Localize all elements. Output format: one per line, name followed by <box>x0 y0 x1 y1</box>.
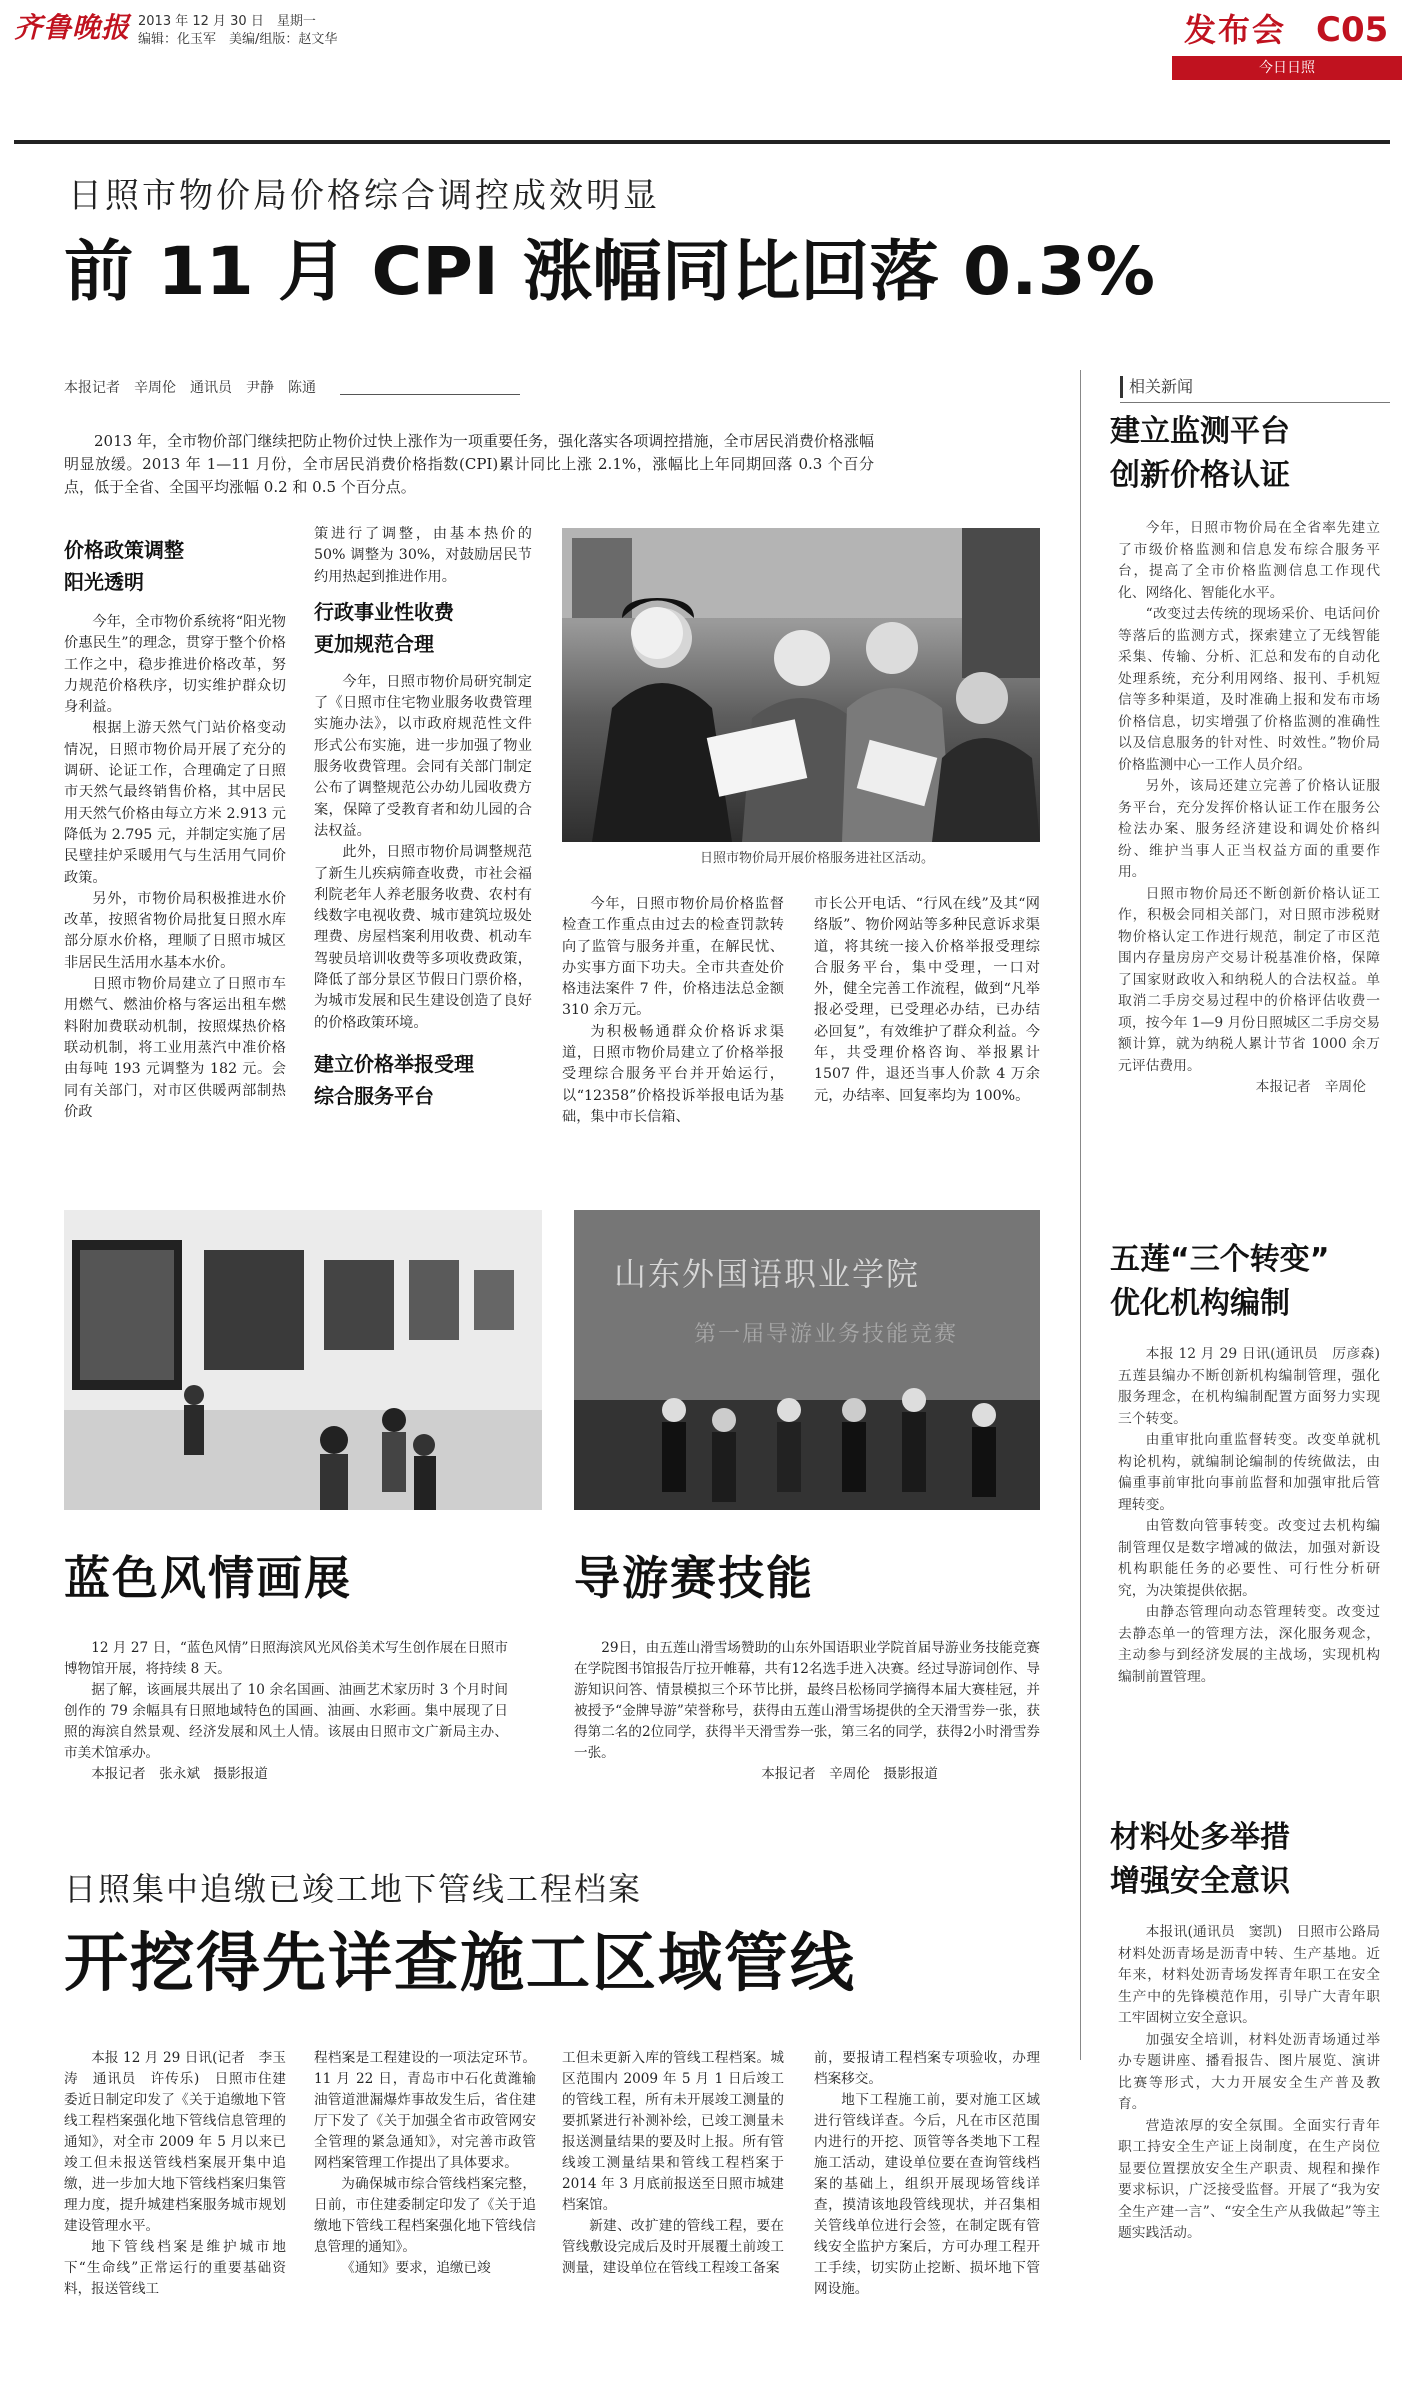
subhead-complaint-platform: 建立价格举报受理 <box>314 1051 474 1076</box>
paragraph: 营造浓厚的安全氛围。全面实行青年职工持安全生产证上岗制度，在生产岗位显要位置摆放安全生产职责、规程和操作要求标识，广泛接受监督。开展了“我为安全生产建一言”、“安全生产从我做起”等主题实践活动。 <box>1118 2117 1380 2241</box>
sidebar-label-rule <box>1120 402 1390 403</box>
subhead-admin-fees-2: 更加规范合理 <box>314 631 434 656</box>
article1-col3 <box>562 894 784 1128</box>
masthead-rule <box>14 140 1390 144</box>
sidebar-story1 <box>1110 410 1380 1099</box>
feature-right-body <box>574 1638 1040 1785</box>
community-service-photo <box>562 528 1040 842</box>
guide-contest-photo <box>574 1210 1040 1510</box>
feature-left-body <box>64 1638 508 1785</box>
story2-body <box>1110 1344 1394 1688</box>
paragraph-continued: 策进行了调整，由基本热价的 50% 调整为 30%，对鼓励居民节约用热起到推进作用。 <box>314 526 532 585</box>
feature-left-headline: 蓝色风情画展 <box>64 1551 352 1605</box>
painting-exhibit-photo <box>64 1210 542 1510</box>
paragraph: 今年，日照市物价局在全省率先建立了市级价格监测和信息发布综合服务平台，提高了全市价格监测信息工作现代化、网络化、智能化水平。 <box>1118 520 1380 601</box>
article1-byline: 本报记者 辛周伦 通讯员 尹静 陈通 <box>64 380 316 396</box>
paragraph: 12 月 27 日，“蓝色风情”日照海滨风光风俗美术写生创作展在日照市博物馆开展，将持续 8 天。 <box>64 1640 508 1677</box>
article2-headline: 开挖得先详查施工区域管线 <box>64 1927 856 2001</box>
edition-name: 今日日照 <box>1259 60 1315 76</box>
article1-col1 <box>64 534 286 1123</box>
article1-col4 <box>814 894 1040 1107</box>
paragraph: 《通知》要求，追缴已竣 <box>341 2260 491 2276</box>
story3-body <box>1110 1922 1380 2245</box>
paragraph: 新建、改扩建的管线工程，要在管线敷设完成后及时开展覆土前竣工测量，建设单位在管线工程竣工备案 <box>562 2218 784 2276</box>
article2-col1 <box>64 2048 286 2300</box>
paragraph: 加强安全培训，材料处沥青场通过举办专题讲座、播看报告、图片展览、演讲比赛等形式，大力开展安全生产普及教育。 <box>1118 2031 1380 2112</box>
paragraph: 29日，由五莲山滑雪场赞助的山东外国语职业学院首届导游业务技能竞赛在学院图书馆报告厅拉开帷幕，共有12名选手进入决赛。经过导游词创作、导游知识问答、情景模拟三个环节比拼，最终吕松杨同学摘得本届大赛桂冠，并被授予“金牌导游”荣誉称号，获得由五莲山滑雪场提供的全天滑雪券一张，获得第二名的2位同学，获得半天滑雪券一张，第三名的同学，获得2小时滑雪券一张。 <box>574 1640 1040 1761</box>
story3-title-2: 增强安全意识 <box>1110 1864 1290 1899</box>
story1-title-2: 创新价格认证 <box>1110 458 1290 493</box>
sidebar-story2 <box>1110 1238 1394 1688</box>
story1-byline: 本报记者 辛周伦 <box>1255 1079 1366 1095</box>
paragraph: 此外，日照市物价局调整规范了新生儿疾病筛查收费，市社会福利院老年人养老服务收费、农村有线数字电视收费、城市建筑垃圾处理费、房屋档案利用收费、机动车驾驶员培训收费等多项收费政策，降低了部分景区节假日门票价格，为城市发展和民生建设创造了良好的价格政策环境。 <box>314 844 532 1031</box>
article1-lead <box>64 430 874 499</box>
paragraph: 另外，市物价局积极推进水价改革，按照省物价局批复日照水库部分原水价格，理顺了日照市城区非居民生活用水基本水价。 <box>64 890 286 971</box>
paragraph: 本报 12 月 29 日讯(记者 李玉涛 通讯员 许传乐) 日照市住建委近日制定印发了《关于追缴地下管线工程档案强化地下管线信息管理的通知》，对全市 2009 年 5 月以来已竣工但未报送管线档案展开集中追缴，进一步加大地下管线档案归集管理力度，提升城建档案服务城市规划建设管理水平。 <box>64 2050 286 2234</box>
story3-title: 材料处多举措 <box>1110 1820 1290 1855</box>
paragraph: 本报 12 月 29 日讯(通讯员 厉彦森) 五莲县编办不断创新机构编制管理，强化服务理念，在机构编制配置方面努力实现三个转变。 <box>1118 1346 1394 1427</box>
paragraph: 日照市物价局建立了日照市车用燃气、燃油价格与客运出租车燃料附加费联动机制，按照煤热价格联动机制，将工业用蒸汽中准价格由每吨 193 元调整为 182 元。会同有关部门，对市区供暖两部制热价政 <box>64 976 286 1120</box>
feature-right-byline: 本报记者 辛周伦 摄影报道 <box>761 1766 938 1782</box>
paragraph: 为积极畅通群众价格诉求渠道，日照市物价局建立了价格举报受理综合服务平台并开始运行，以“12358”价格投诉举报电话为基础，集中市长信箱、 <box>562 1023 784 1125</box>
article1-kicker: 日照市物价局价格综合调控成效明显 <box>68 176 660 216</box>
paragraph: 地下管线档案是维护城市地下“生命线”正常运行的重要基础资料，报送管线工 <box>64 2239 286 2297</box>
story1-body <box>1110 518 1380 1099</box>
screen-subtitle: 第一届导游业务技能竞赛 <box>694 1322 959 1347</box>
paragraph: 由静态管理向动态管理转变。改变过去静态单一的管理方法，深化服务观念，主动参与到经济发展的主战场，实现机构编制前置管理。 <box>1118 1604 1380 1685</box>
subhead-admin-fees: 行政事业性收费 <box>314 599 454 624</box>
lead-paragraph: 2013 年，全市物价部门继续把防止物价过快上涨作为一项重要任务，强化落实各项调控措施，全市居民消费价格涨幅明显放缓。2013 年 1—11 月份，全市居民消费价格指数(CPI)累计同比上涨 2.1%，涨幅比上年同期回落 0.3 个百分点，低于全省、全国平均涨幅 0.2 和 0.5 个百分点。 <box>64 432 874 496</box>
subhead-price-policy-2: 阳光透明 <box>64 570 144 594</box>
paragraph: 据了解，该画展共展出了 10 余名国画、油画艺术家历时 3 个月时间创作的 79 余幅具有日照地域特色的国画、油画、水彩画。集中展现了日照的海滨自然景观、经济发展和风土人情。该展由日照市文广新局主办、市美术馆承办。 <box>64 1682 508 1761</box>
article2-col4 <box>814 2048 1040 2300</box>
paragraph: “改变过去传统的现场采价、电话问价等落后的监测方式，探索建立了无线智能采集、传输、分析、汇总和发布的自动化处理系统，充分利用网络、报刊、手机短信等多种渠道，及时准确上报和发布市场价格信息，切实增强了价格监测的准确性以及信息服务的针对性、时效性。”物价局价格监测中心一工作人员介绍。 <box>1118 606 1380 773</box>
gallery-illustration <box>64 1210 542 1510</box>
editor-credits: 编辑：化玉军 美编/组版：赵文华 <box>138 32 338 47</box>
sidebar-story3 <box>1110 1816 1380 2245</box>
paragraph: 由重审批向重监督转变。改变单就机构论机构，就编制论编制的传统做法，由偏重事前审批向事前监督和加强审批后管理转变。 <box>1118 1432 1380 1513</box>
article2-col2 <box>314 2048 536 2279</box>
paragraph: 日照市物价局还不断创新价格认证工作，积极会同相关部门，对日照市涉税财物价格认定工作进行规范，制定了市区范围内存量房房产交易计税基准价格，保障了国家财政收入和纳税人的合法权益。单取消二手房交易过程中的价格评估收费一项，按今年 1—9 月份日照城区二手房交易额计算，就为纳税人累计节省 1000 余万元评估费用。 <box>1118 885 1380 1074</box>
story1-title: 建立监测平台 <box>1110 414 1290 449</box>
paragraph: 由管数向管事转变。改变过去机构编制管理仅是数字增减的做法，加强对新设机构职能任务的必要性、可行性分析研究，为决策提供依据。 <box>1118 1518 1380 1599</box>
article2-col3 <box>562 2048 784 2279</box>
issue-date: 2013 年 12 月 30 日 星期一 <box>138 14 316 29</box>
newspaper-logo: 齐鲁晚报 <box>14 11 131 44</box>
paragraph-continued: 市长公开电话、“行风在线”及其“网络版”、物价网站等多种民意诉求渠道，将其统一接入价格举报受理综合服务平台，集中受理，一口对外，健全完善工作流程，做到“凡举报必受理，已受理必办结，已办结必回复”，有效维护了群众利益。今年，共受理价格咨询、举报累计 1507 件，退还当事人价款 4 万余元，办结率、回复率均为 100%。 <box>814 896 1040 1104</box>
sidebar-label: 相关新闻 <box>1120 376 1193 398</box>
paragraph: 今年，全市物价系统将“阳光物价惠民生”的理念，贯穿于整个价格工作之中，稳步推进价格改革，努力规范价格秩序，切实维护群众切身利益。 <box>64 614 286 716</box>
paragraph: 地下工程施工前，要对施工区域进行管线详查。今后，凡在市区范围内进行的开挖、顶管等各类地下工程施工活动，建设单位要在查询管线档案的基础上，组织开展现场管线详查，摸清该地段管线现状，并召集相关管线单位进行会签，在制定既有管线安全监护方案后，方可办理工程开工手续，切实防止挖断、损坏地下管网设施。 <box>814 2092 1040 2297</box>
paragraph-continued: 前，要报请工程档案专项验收，办理档案移交。 <box>814 2050 1040 2087</box>
sidebar-divider <box>1080 370 1081 2060</box>
subhead-price-policy: 价格政策调整 <box>64 538 184 562</box>
page-number: C05 <box>1316 10 1389 50</box>
paragraph: 本报讯(通讯员 窦凯) 日照市公路局材料处沥青场是沥青中转、生产基地。近年来，材料处沥青场发挥青年职工在安全生产中的先锋模范作用，引导广大青年职工牢固树立安全意识。 <box>1118 1924 1380 2026</box>
article1-col2 <box>314 524 532 1112</box>
paragraph-continued: 程档案是工程建设的一项法定环节。11 月 22 日，青岛市中石化黄潍输油管道泄漏爆炸事故发生后，省住建厅下发了《关于加强全省市政管网安全管理的紧急通知》，对完善市政管网档案管理工作提出了具体要求。 <box>314 2050 536 2171</box>
paragraph: 为确保城市综合管线档案完整，日前，市住建委制定印发了《关于追缴地下管线工程档案强化地下管线信息管理的通知》。 <box>314 2176 536 2255</box>
paragraph: 今年，日照市物价局研究制定了《日照市住宅物业服务收费管理实施办法》，以市政府规范性文件形式公布实施，进一步加强了物业服务收费管理。会同有关部门制定公布了调整规范公办幼儿园收费方案，保障了受教育者和幼儿园的合法权益。 <box>314 673 532 839</box>
paragraph: 另外，该局还建立完善了价格认证服务平台，充分发挥价格认证工作在服务公检法办案、服务经济建设和调处价格纠纷、维护当事人正当权益方面的重要作用。 <box>1118 778 1380 880</box>
subhead-complaint-platform-2: 综合服务平台 <box>314 1083 434 1108</box>
photo-people-illustration <box>562 528 1040 842</box>
feature-left-byline: 本报记者 张永斌 摄影报道 <box>91 1766 268 1782</box>
section-name: 发布会 <box>1184 11 1287 49</box>
paragraph: 今年，日照市物价局价格监督检查工作重点由过去的检查罚款转向了监管与服务并重，在解民忧、办实事方面下功夫。全市共查处价格违法案件 7 件，价格违法总金额 310 余万元。 <box>562 896 784 1019</box>
byline-rule <box>340 394 520 395</box>
feature-right-headline: 导游赛技能 <box>574 1551 814 1605</box>
story2-title-2: 优化机构编制 <box>1110 1286 1290 1321</box>
story2-title: 五莲“三个转变” <box>1110 1242 1330 1277</box>
article2-kicker: 日照集中追缴已竣工地下管线工程档案 <box>64 1870 643 1908</box>
article1-headline: 前 11 月 CPI 涨幅同比回落 0.3% <box>64 233 1156 310</box>
screen-title: 山东外国语职业学院 <box>614 1255 921 1293</box>
paragraph: 根据上游天然气门站价格变动情况，日照市物价局开展了充分的调研、论证工作，合理确定了日照市天然气最终销售价格，其中居民用天然气价格由每立方米 2.913 元降低为 2.795 元，并制定实施了居民壁挂炉采暖用气与生活用气同价政策。 <box>64 720 286 886</box>
photo-caption: 日照市物价局开展价格服务进社区活动。 <box>700 851 935 866</box>
paragraph-continued: 工但未更新入库的管线工程档案。城区范围内 2009 年 5 月 1 日后竣工的管线工程，所有未开展竣工测量的要抓紧进行补测补绘，已竣工测量未报送测量结果的要及时上报。所有管线竣工测量结果和管线工程档案于 2014 年 3 月底前报送至日照市城建档案馆。 <box>562 2050 784 2213</box>
